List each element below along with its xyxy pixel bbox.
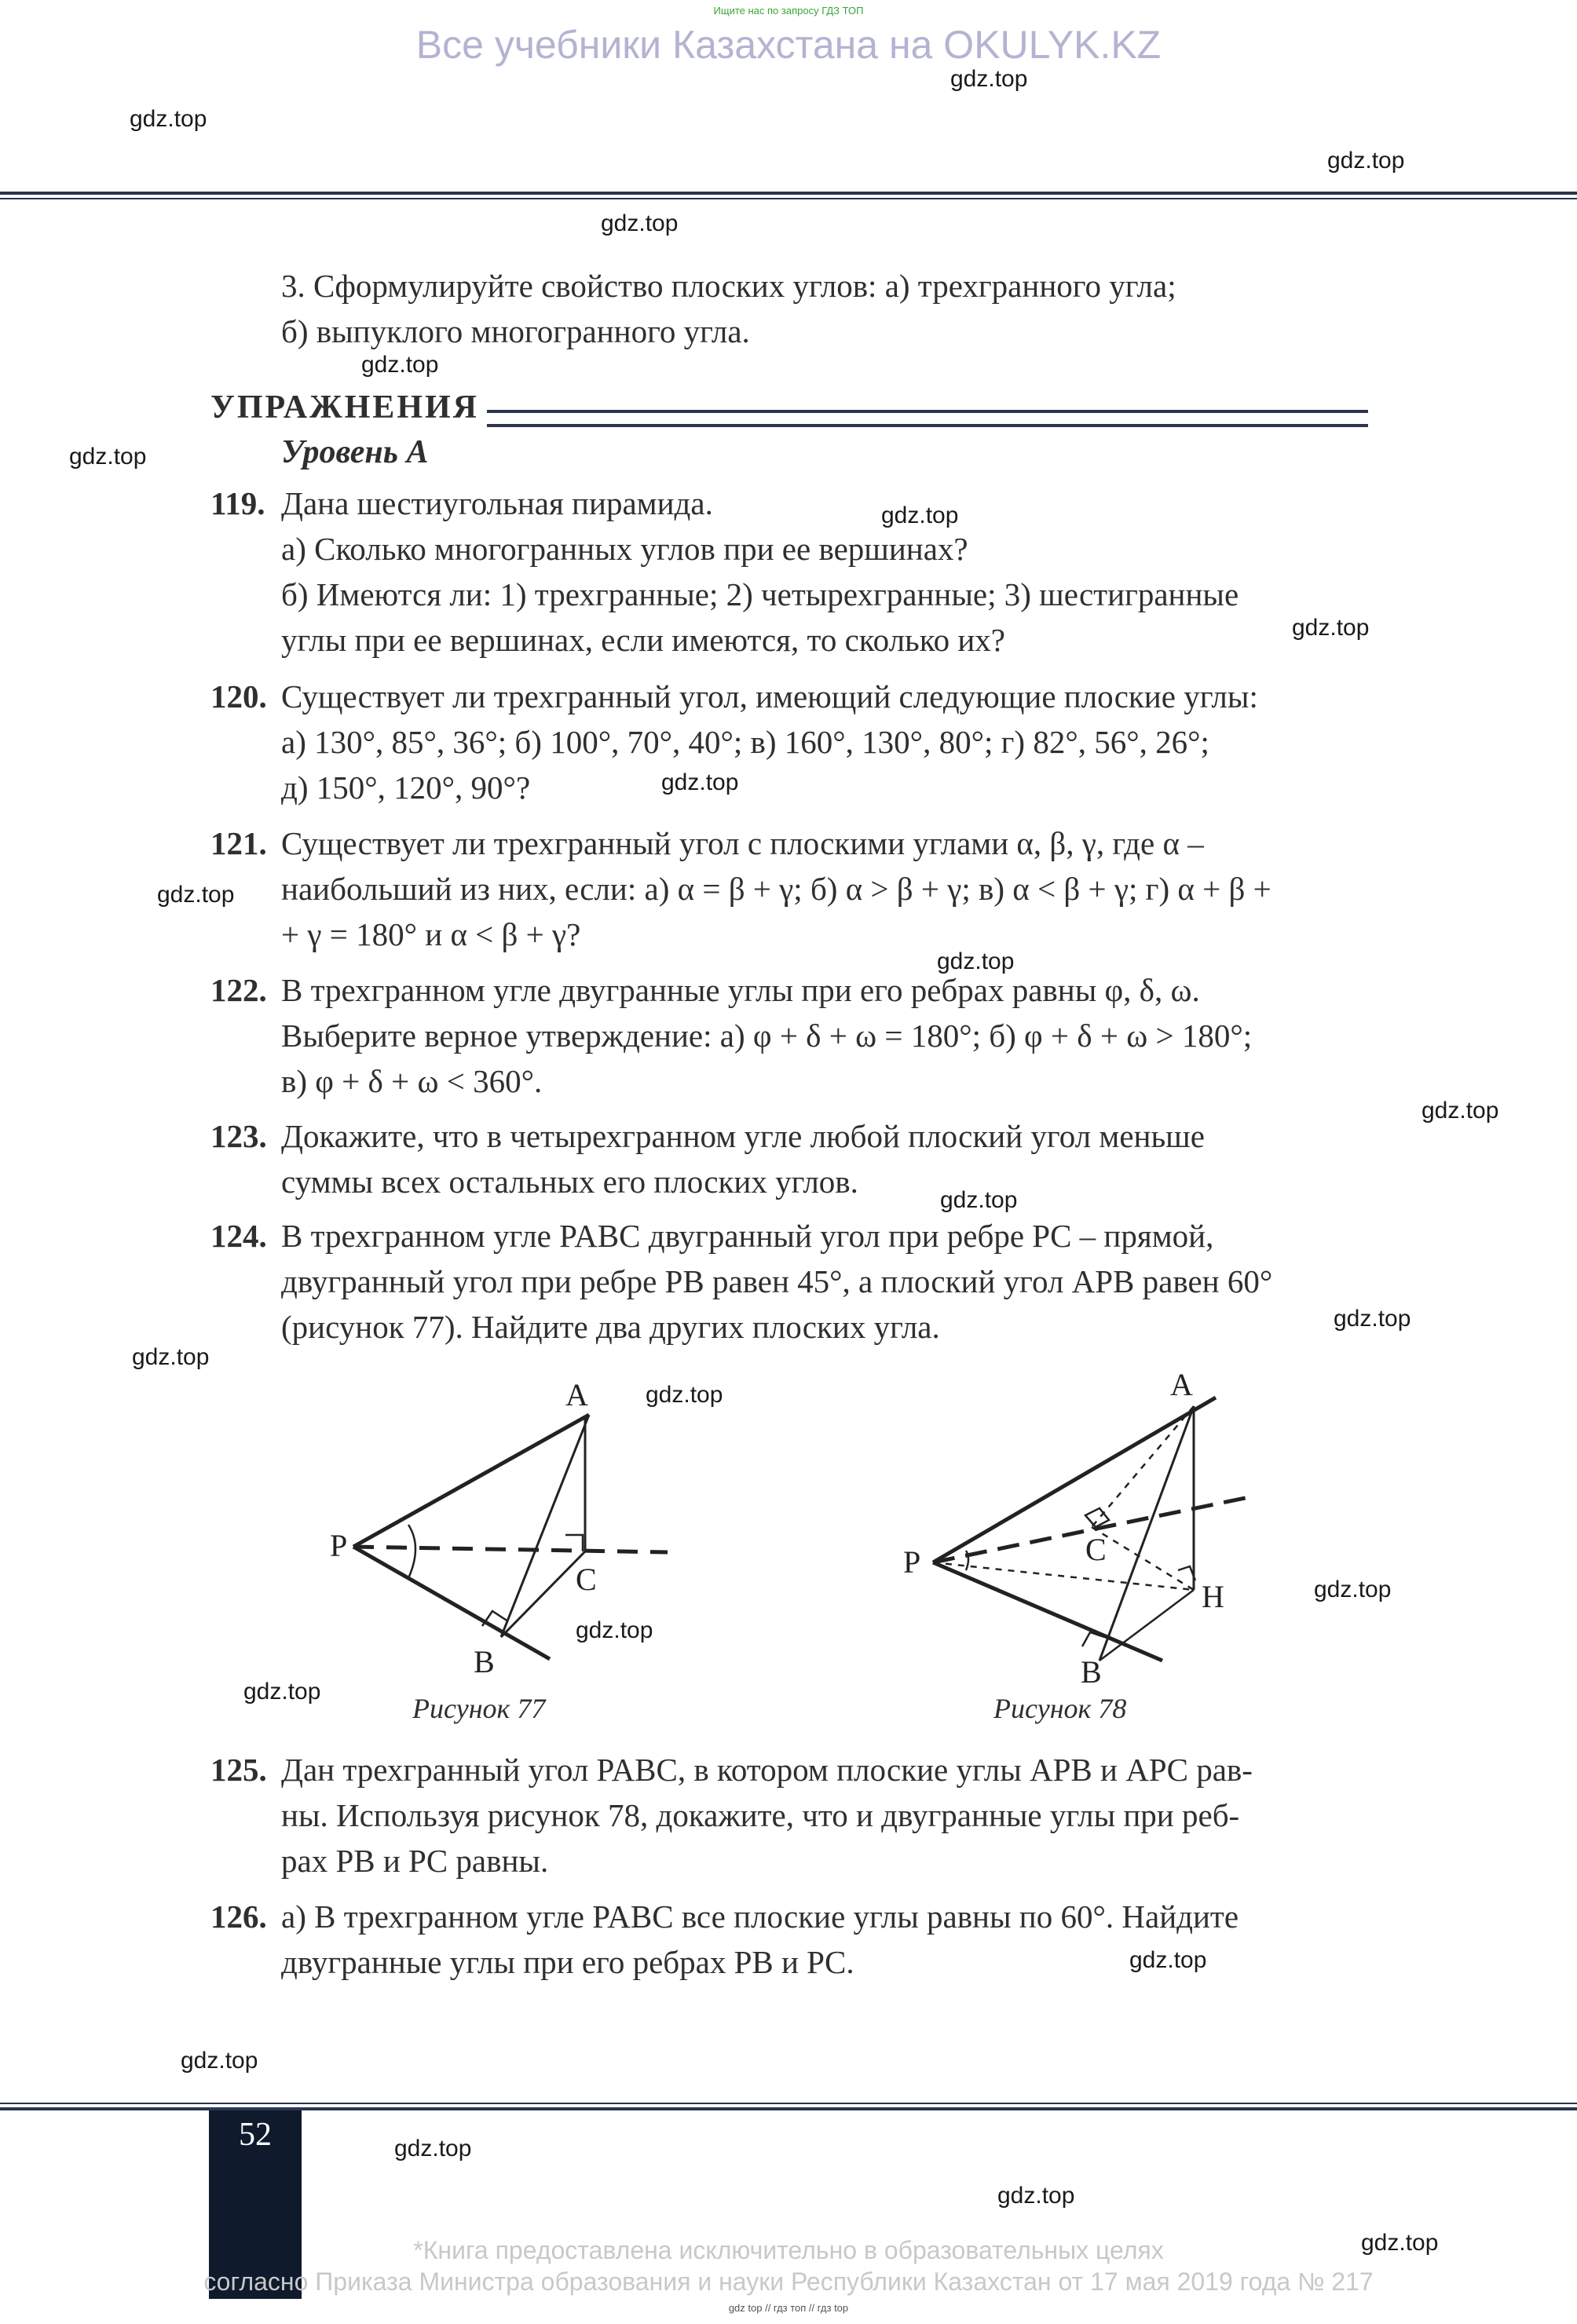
exercise-line: суммы всех остальных его плоских углов. [281,1164,858,1200]
watermark: gdz.top [576,1617,653,1643]
watermark: gdz.top [361,352,439,378]
figure-78 [903,1362,1280,1700]
exercise-line: + γ = 180° и α < β + γ? [281,916,581,952]
exercise-number: 126. [210,1898,267,1935]
exercise-number: 123. [210,1118,267,1154]
question-3-line1: 3. Сформулируйте свойство плоских углов: а) трехгранного угла; [281,268,1176,304]
footer-rule-thin [0,2103,1577,2104]
header-rule [0,192,1577,195]
level-heading: Уровень А [281,434,429,470]
figure-label: A [1170,1367,1193,1402]
footer-line1: *Книга предоставлена исключительно в образовательных целях [413,2236,1164,2264]
exercise-line: В трехгранном угле PABC двугранный угол при ребре PC – прямой, [281,1218,1214,1254]
exercise-line: д) 150°, 120°, 90°? [281,769,531,806]
watermark: gdz.top [940,1187,1018,1213]
page-number: 52 [239,2117,272,2153]
exercise-line: а) В трехгранном угле PABC все плоские углы равны по 60°. Найдите [281,1898,1239,1935]
exercise-line: в) φ + δ + ω < 360°. [281,1063,543,1099]
exercise-line: наибольший из них, если: а) α = β + γ; б) α > β + γ; в) α < β + γ; г) α + β + [281,871,1271,907]
exercise-119 [210,481,1370,663]
exercise-number: 122. [210,972,267,1008]
exercise-line: В трехгранном угле двугранные углы при его ребрах равны φ, δ, ω. [281,972,1200,1008]
section-heading: УПРАЖНЕНИЯ [210,389,479,426]
header-rule-thin [0,198,1577,199]
figure-77-caption: Рисунок 77 [412,1693,546,1724]
exercise-125 [210,1747,1367,1884]
exercise-line: двугранные углы при его ребрах PB и PC. [281,1944,854,1980]
watermark: gdz.top [1129,1947,1207,1973]
exercise-line: двугранный угол при ребре PB равен 45°, а плоский угол APB равен 60° [281,1263,1273,1299]
watermark: gdz.top [181,2048,258,2074]
watermark: gdz.top [1327,148,1405,174]
watermark: gdz.top [937,948,1015,974]
heading-rule [487,410,1368,427]
watermark: gdz.top [661,769,739,795]
figure-label: B [474,1644,495,1679]
exercise-line: а) 130°, 85°, 36°; б) 100°, 70°, 40°; в) 160°, 130°, 80°; г) 82°, 56°, 26°; [281,724,1209,760]
exercise-line: а) Сколько многогранных углов при ее вершинах? [281,531,968,567]
watermark: gdz.top [69,444,147,470]
exercise-line: Существует ли трехгранный угол, имеющий следующие плоские углы: [281,678,1258,714]
footer-small: gdz top // гдз топ // гдз top [728,2302,849,2314]
watermark: gdz.top [132,1344,210,1370]
watermark: gdz.top [881,502,959,528]
watermark: gdz.top [1292,615,1370,641]
watermark: gdz.top [130,106,207,132]
exercise-120 [210,674,1367,810]
exercise-number: 124. [210,1218,267,1254]
exercise-line: б) Имеются ли: 1) трехгранные; 2) четырехгранные; 3) шестигранные [281,576,1239,612]
exercise-line: Дана шестиугольная пирамида. [281,485,713,521]
footer-line2: согласно Приказа Министра образования и науки Республики Казахстан от 17 мая 2019 года № 217 [203,2267,1374,2296]
watermark: gdz.top [1421,1098,1499,1124]
exercise-124 [210,1213,1367,1350]
exercise-line: Существует ли трехгранный угол с плоскими углами α, β, γ, где α – [281,825,1204,861]
exercise-number: 121. [210,825,267,861]
exercise-121 [210,820,1367,957]
figure-78-caption: Рисунок 78 [993,1693,1127,1724]
watermark: gdz.top [601,210,679,236]
exercise-line: Докажите, что в четырехгранном угле любой плоский угол меньше [281,1118,1205,1154]
figure-label: A [565,1377,588,1412]
watermark: gdz.top [646,1382,723,1408]
watermark: gdz.top [157,882,235,908]
figure-label: B [1081,1654,1102,1690]
exercise-line: углы при ее вершинах, если имеются, то сколько их? [281,622,1005,658]
figure-label: C [1085,1532,1107,1567]
exercise-line: Выберите верное утверждение: а) φ + δ + ω = 180°; б) φ + δ + ω > 180°; [281,1018,1253,1054]
exercise-122 [210,967,1367,1104]
question-3-line2: б) выпуклого многогранного угла. [281,313,750,349]
watermark: gdz.top [1314,1577,1392,1602]
watermark: gdz.top [394,2136,472,2161]
watermark: gdz.top [997,2183,1075,2209]
exercise-line: рах PB и PC равны. [281,1843,549,1879]
exercise-number: 125. [210,1752,267,1788]
watermark: gdz.top [243,1679,321,1705]
search-hint: Ищите нас по запросу ГДЗ ТОП [713,5,864,16]
exercise-line: Дан трехгранный угол PABC, в котором плоские углы APB и APC рав- [281,1752,1253,1788]
exercise-line: ны. Используя рисунок 78, докажите, что и двугранные углы при реб- [281,1797,1240,1833]
figure-label: P [330,1528,348,1563]
figure-label: P [903,1544,921,1580]
watermark: gdz.top [950,66,1028,92]
exercise-123 [210,1113,1367,1204]
exercise-line: (рисунок 77). Найдите два других плоских угла. [281,1309,940,1345]
watermark: gdz.top [1334,1306,1411,1332]
figure-label: C [576,1562,597,1597]
figure-label: H [1202,1579,1224,1614]
site-title[interactable]: Все учебники Казахстана на OKULYK.KZ [415,23,1162,67]
exercise-number: 119. [210,485,265,521]
watermark: gdz.top [1361,2230,1439,2256]
exercise-number: 120. [210,678,267,714]
